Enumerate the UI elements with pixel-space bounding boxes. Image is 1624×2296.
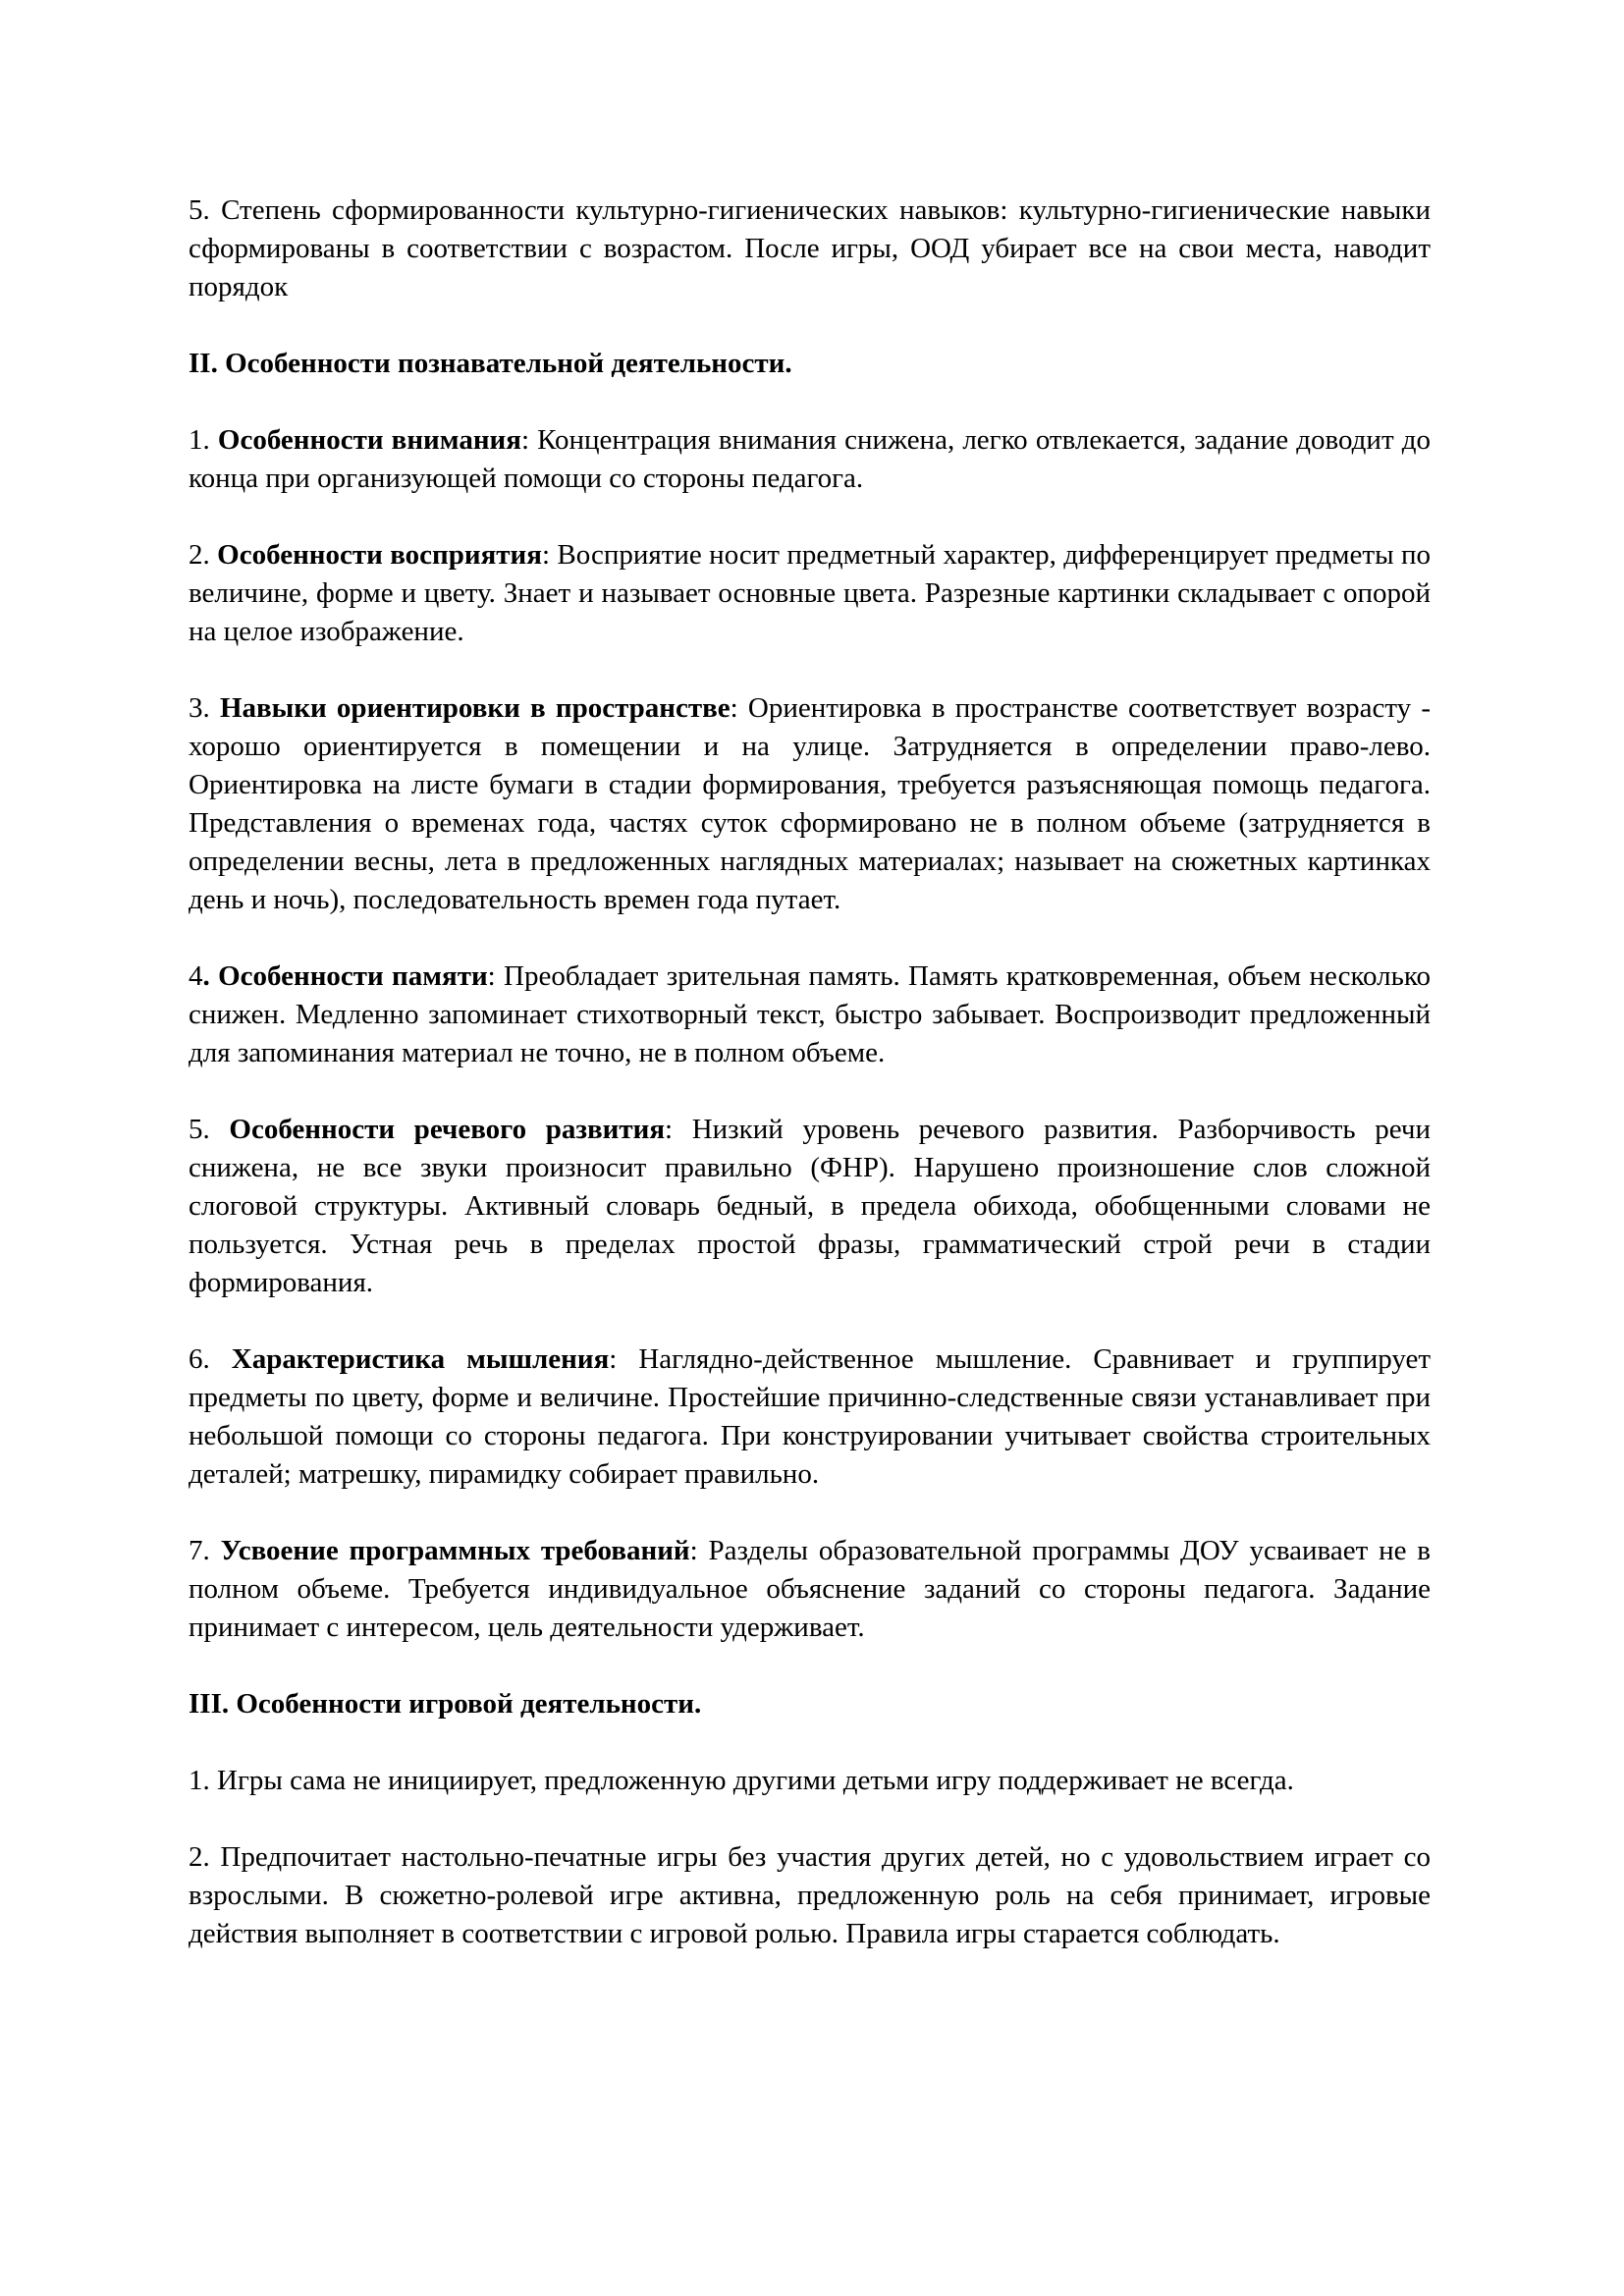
text-run: Усвоение программных требований xyxy=(220,1535,690,1566)
paragraph xyxy=(189,689,1431,919)
text-run: . Особенности памяти xyxy=(202,960,488,992)
text-run: : Разделы образовательной программы ДОУ усваивает не в полном объеме. Требуется индивидуальное объяснение заданий со стороны педагога. Задание принимает с интересом, цель деятельности удерживает. xyxy=(189,1535,1431,1643)
paragraph xyxy=(189,1762,1431,1800)
text-run: : Концентрация внимания снижена, легко отвлекается, задание доводит до конца при организующей помощи со стороны педагога. xyxy=(189,424,1432,494)
text-run: 2. Предпочитает настольно-печатные игры без участия других детей, но с удовольствием играет со взрослыми. В сюжетно-ролевой игре активна, предложенную роль на себя принимает, игровые действия выполняет в соответствии с игровой ролью. Правила игры старается соблюдать. xyxy=(189,1841,1431,1949)
text-run: 6. xyxy=(189,1343,232,1375)
text-run: 4 xyxy=(189,960,203,992)
text-run: 1. Игры сама не инициирует, предложенную другими детьми игру поддерживает не всегда. xyxy=(189,1765,1294,1796)
text-run: : Восприятие носит предметный характер, дифференцирует предметы по величине, форме и цвету. Знает и называет основные цвета. Разрезные картинки складывает с опорой на целое изображение. xyxy=(189,539,1431,647)
paragraph xyxy=(189,1838,1431,1953)
paragraph xyxy=(189,536,1431,651)
text-run: 5. Степень сформированности культурно-гигиенических навыков: культурно-гигиенические навыки сформированы в соответствии с возрастом. После игры, ООД убирает все на свои места, наводит порядок xyxy=(189,194,1431,302)
paragraph xyxy=(189,191,1431,306)
section-heading xyxy=(189,345,1431,383)
document-content xyxy=(189,191,1431,1992)
text-run: Навыки ориентировки в пространстве xyxy=(219,692,731,724)
text-run: : Низкий уровень речевого развития. Разборчивость речи снижена, не все звуки произносит правильно (ФНР). Нарушено произношение слов сложной слоговой структуры. Активный словарь бедный, в предела обихода, обобщенными словами не пользуется. Устная речь в пределах простой фразы, грамматический строй речи в стадии формирования. xyxy=(189,1114,1432,1298)
text-run: 5. xyxy=(189,1114,230,1145)
text-run: 1. xyxy=(189,424,218,456)
text-run: Особенности внимания xyxy=(217,424,521,456)
paragraph xyxy=(189,421,1431,498)
paragraph xyxy=(189,1340,1431,1494)
paragraph xyxy=(189,957,1431,1072)
text-run: Особенности речевого развития xyxy=(229,1114,666,1145)
text-run: : Преобладает зрительная память. Память кратковременная, объем несколько снижен. Медленно запоминает стихотворный текст, быстро забывает. Воспроизводит предложенный для запоминания материал не точно, не в полном объеме. xyxy=(189,960,1431,1068)
text-run: II. Особенности познавательной деятельности. xyxy=(189,348,792,379)
text-run: III. Особенности игровой деятельности. xyxy=(189,1688,702,1720)
paragraph xyxy=(189,1111,1431,1302)
section-heading xyxy=(189,1685,1431,1723)
text-run: 2. xyxy=(189,539,218,571)
text-run: : Наглядно-действенное мышление. Сравнивает и группирует предметы по цвету, форме и величине. Простейшие причинно-следственные связи устанавливает при небольшой помощи со стороны педагога. При конструировании учитывает свойства строительных деталей; матрешку, пирамидку собирает правильно. xyxy=(189,1343,1431,1490)
text-run: 7. xyxy=(189,1535,221,1566)
text-run: Характеристика мышления xyxy=(231,1343,610,1375)
text-run: 3. xyxy=(189,692,220,724)
text-run: Особенности восприятия xyxy=(217,539,542,571)
text-run: : Ориентировка в пространстве соответствует возрасту - хорошо ориентируется в помещении и на улице. Затрудняется в определении право-лево. Ориентировка на листе бумаги в стадии формирования, требуется разъясняющая помощь педагога. Представления о временах года, частях суток сформировано не в полном объеме (затрудняется в определении весны, лета в предложенных наглядных материалах; называет на сюжетных картинках день и ночь), последовательность времен года путает. xyxy=(189,692,1431,915)
paragraph xyxy=(189,1532,1431,1647)
